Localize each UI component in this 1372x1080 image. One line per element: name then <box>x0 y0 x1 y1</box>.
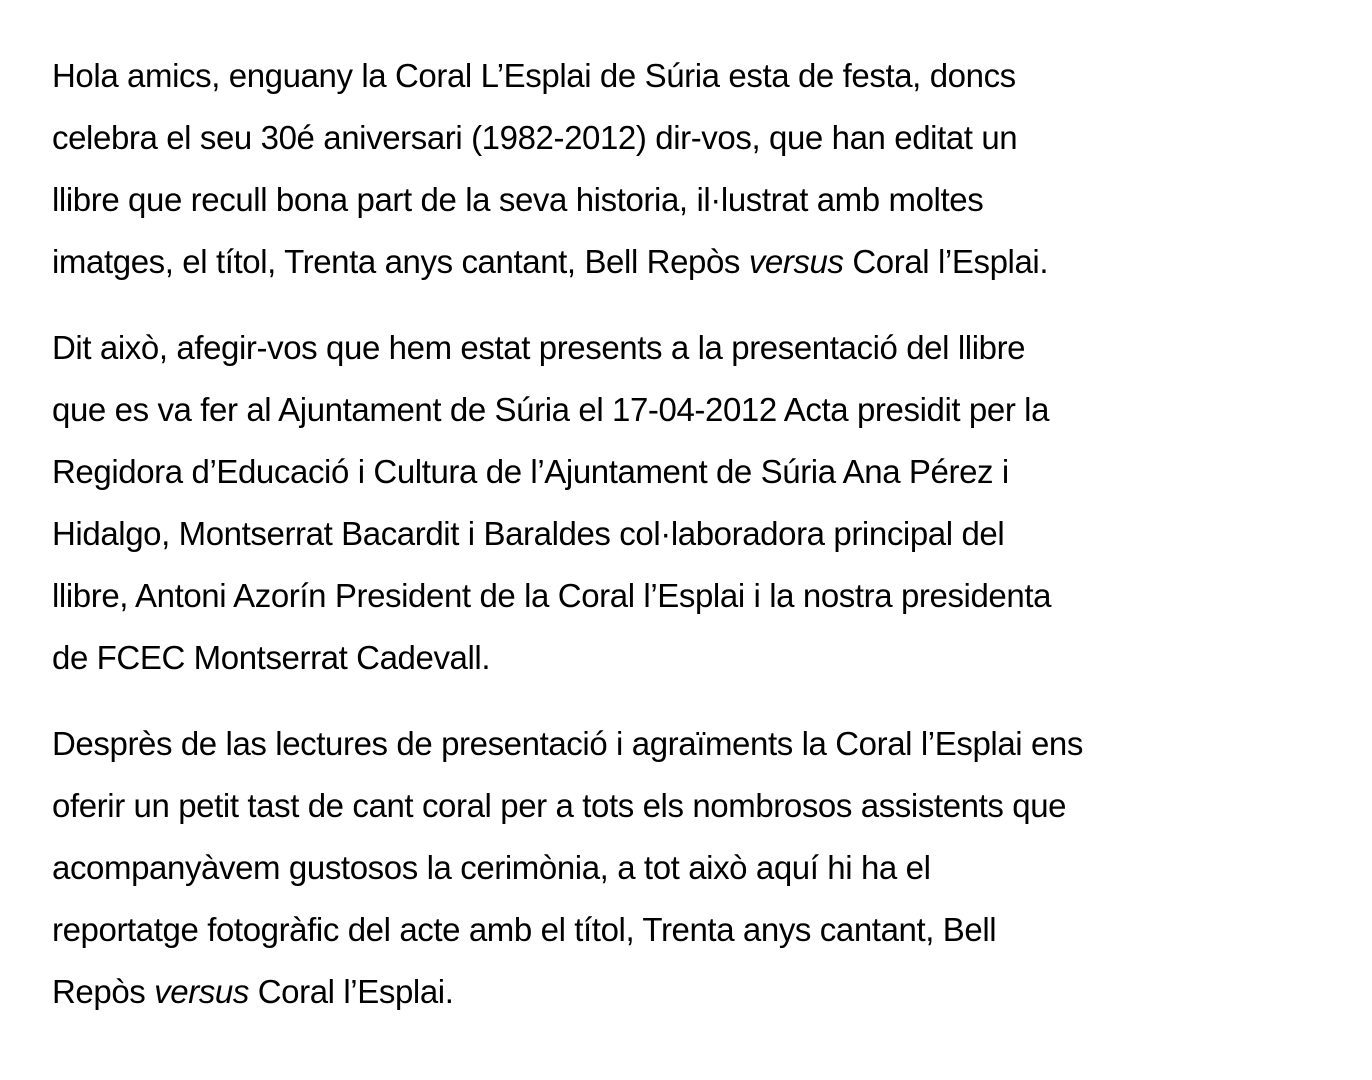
text-line: acompanyàvem gustosos la cerimònia, a tot això aquí hi ha el <box>52 849 931 886</box>
text-line: llibre que recull bona part de la seva historia, il·lustrat amb moltes <box>52 181 984 218</box>
text-line <box>52 961 1352 1023</box>
text-run: Coral l’Esplai. <box>248 973 454 1010</box>
paragraph-3 <box>52 713 1352 1023</box>
text-line: oferir un petit tast de cant coral per a tots els nombrosos assistents que <box>52 787 1067 824</box>
paragraph-1 <box>52 45 1352 293</box>
paragraph-2 <box>52 317 1352 689</box>
text-line: reportatge fotogràfic del acte amb el títol, Trenta anys cantant, Bell <box>52 911 997 948</box>
italic-text-run: versus <box>154 973 249 1010</box>
text-line: que es va fer al Ajuntament de Súria el 17-04-2012 Acta presidit per la <box>52 391 1050 428</box>
text-line: Dit això, afegir-vos que hem estat presents a la presentació del llibre <box>52 329 1026 366</box>
text-run: imatges, el títol, Trenta anys cantant, Bell Repòs <box>52 243 749 280</box>
text-run: Coral l’Esplai. <box>843 243 1049 280</box>
text-line: Hola amics, enguany la Coral L’Esplai de Súria esta de festa, doncs <box>52 57 1016 94</box>
document-body <box>52 45 1352 1047</box>
italic-text-run: versus <box>748 243 844 280</box>
text-line: Desprès de las lectures de presentació i agraïments la Coral l’Esplai ens <box>52 725 1083 762</box>
text-line: Hidalgo, Montserrat Bacardit i Baraldes col·laboradora principal del <box>52 515 1005 552</box>
text-line: de FCEC Montserrat Cadevall. <box>52 639 491 676</box>
text-run: Repòs <box>52 973 155 1010</box>
text-line: llibre, Antoni Azorín President de la Coral l’Esplai i la nostra presidenta <box>52 577 1052 614</box>
text-line <box>52 231 1352 293</box>
text-line: celebra el seu 30é aniversari (1982-2012) dir-vos, que han editat un <box>52 119 1018 156</box>
text-line: Regidora d’Educació i Cultura de l’Ajuntament de Súria Ana Pérez i <box>52 453 1009 490</box>
